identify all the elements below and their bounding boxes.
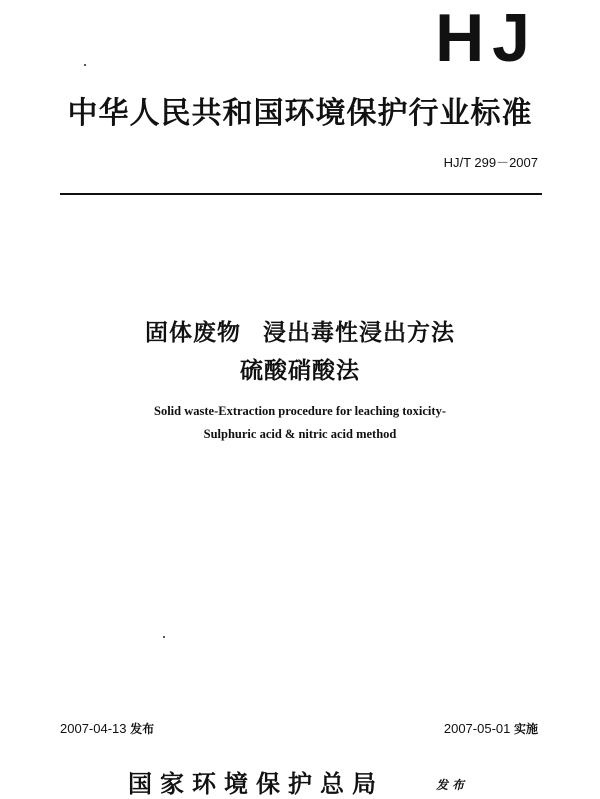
chinese-title-line-2: 硫酸硝酸法 (240, 358, 360, 384)
scan-speck (84, 64, 86, 66)
effective-date-value: 2007-05-01 (443, 721, 511, 736)
chinese-title-part-1: 固体废物 (145, 320, 241, 346)
standard-code: HJ/T 299－2007 (443, 155, 538, 170)
issue-label: 发布 (436, 778, 469, 792)
chinese-title-line-1 (0, 314, 600, 347)
issuing-authority: 国家环境保护总局 (128, 769, 384, 798)
effective-date (444, 720, 538, 737)
chinese-title-part-2: 浸出毒性浸出方法 (263, 320, 455, 346)
scan-speck (163, 636, 165, 638)
hj-logo: HJ (435, 0, 538, 76)
english-title-line-2: Sulphuric acid & nitric acid method (203, 427, 397, 441)
publish-date-suffix: 发布 (130, 722, 155, 736)
english-title-line-1: Solid waste-Extraction procedure for leaching toxicity- (154, 404, 446, 418)
header-divider (60, 193, 542, 195)
standard-category-title: 中华人民共和国环境保护行业标准 (67, 96, 533, 131)
effective-date-suffix: 实施 (513, 722, 538, 736)
publish-date (60, 720, 154, 737)
publish-date-value: 2007-04-13 (60, 721, 127, 736)
